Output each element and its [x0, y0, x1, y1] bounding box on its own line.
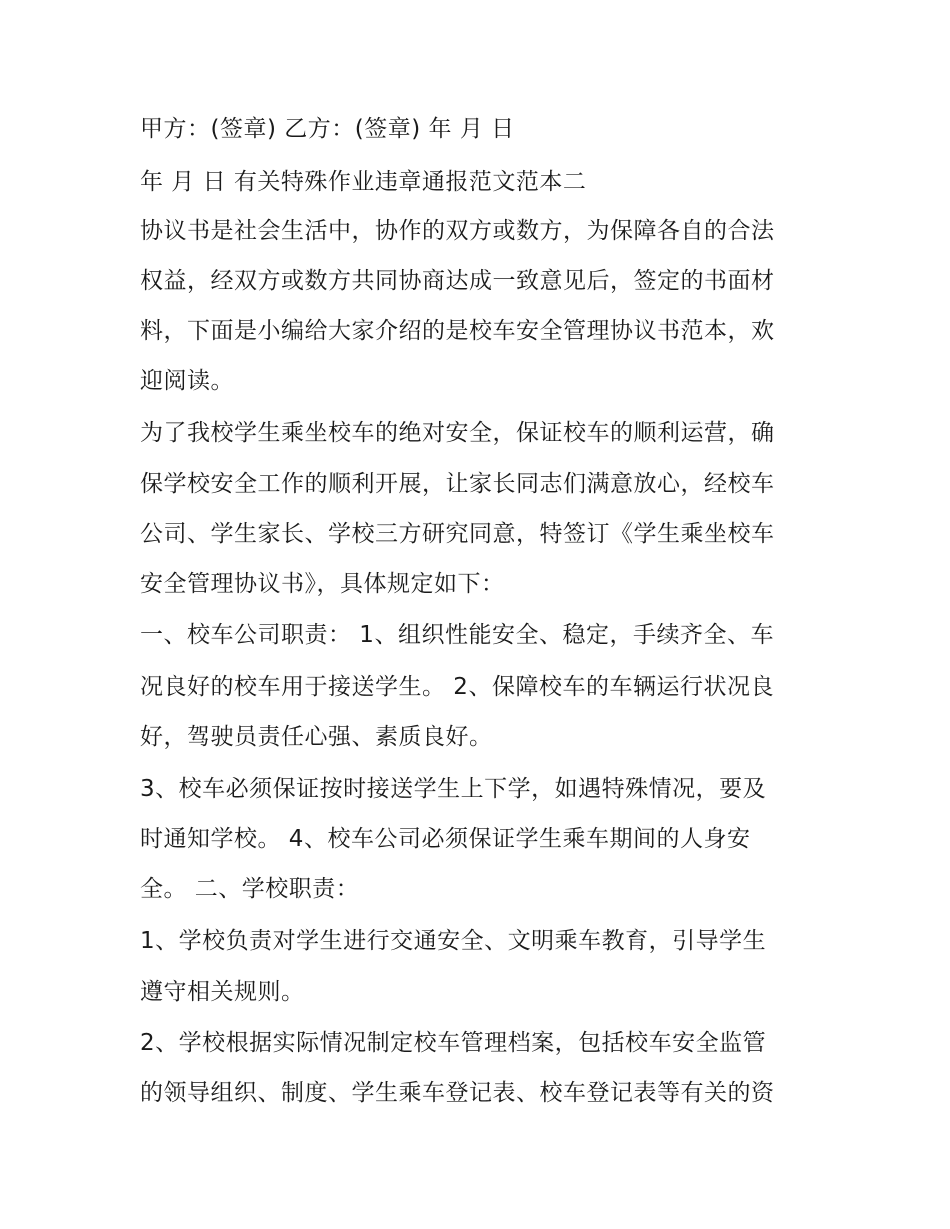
text-line: 况良好的校车用于接送学生。 2、保障校车的车辆运行状况良: [140, 674, 774, 700]
text-line: 全。 二、学校职责：: [140, 876, 360, 902]
text-line: 一、校车公司职责： 1、组织性能安全、稳定，手续齐全、车: [140, 622, 774, 648]
text-line: 时通知学校。 4、校车公司必须保证学生乘车期间的人身安: [140, 826, 751, 852]
text-line: 2、学校根据实际情况制定校车管理档案，包括校车安全监管: [140, 1030, 767, 1056]
text-line: 协议书是社会生活中，协作的双方或数方，为保障各自的合法: [140, 218, 775, 244]
text-line: 保学校安全工作的顺利开展，让家长同志们满意放心，经校车: [140, 471, 775, 497]
text-line: 公司、学生家长、学校三方研究同意，特签订《学生乘坐校车: [140, 521, 775, 547]
text-line: 安全管理协议书》，具体规定如下：: [140, 571, 505, 597]
document-title: 年 月 日 有关特殊作业违章通报范文范本二: [140, 169, 587, 195]
text-line: 的领导组织、制度、学生乘车登记表、校车登记表等有关的资: [140, 1080, 775, 1106]
text-line: 权益，经双方或数方共同协商达成一致意见后，签定的书面材: [140, 268, 775, 294]
text-line: 为了我校学生乘坐校车的绝对安全，保证校车的顺利运营，确: [140, 420, 775, 446]
text-line: 3、校车必须保证按时接送学生上下学，如遇特殊情况，要及: [140, 776, 767, 802]
signature-line: 甲方：(签章) 乙方：(签章) 年 月 日: [140, 116, 515, 142]
text-line: 好，驾驶员责任心强、素质良好。: [140, 724, 493, 750]
text-line: 料，下面是小编给大家介绍的是校车安全管理协议书范本，欢: [140, 318, 775, 344]
text-line: 遵守相关规则。: [140, 979, 305, 1005]
text-line: 1、学校负责对学生进行交通安全、文明乘车教育，引导学生: [140, 928, 767, 954]
text-line: 迎阅读。: [140, 368, 234, 394]
